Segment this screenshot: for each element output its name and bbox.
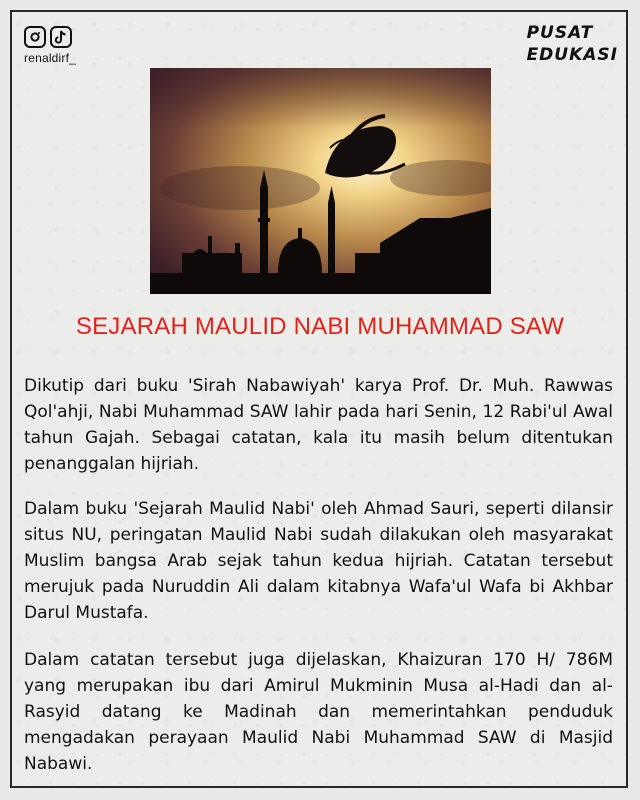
header-photo [150, 68, 491, 294]
social-handle[interactable]: renaldirf_ [24, 51, 77, 65]
paragraph-2: Dalam buku 'Sejarah Maulid Nabi' oleh Ahmad Sauri, seperti dilansir situs NU, peringatan Maulid Nabi sudah dilakukan oleh masyarakat Muslim bangsa Arab sejak tahun kedua hijriah. Catatan tersebut merujuk pada Nuruddin Ali dalam kitabnya Wafa'ul Wafa bi Akhbar Darul Mustafa. [24, 499, 613, 623]
social-block [24, 26, 76, 65]
brand-logo [527, 22, 618, 66]
paragraph-3: Dalam catatan tersebut juga dijelaskan, Khaizuran 170 H/ 786M yang merupakan ibu dari Amirul Mukminin Musa al-Hadi dan al-Rasyid datang ke Madinah dan memerintahkan penduduk mengadakan perayaan Maulid Nabi Muhammad SAW di Masjid Nabawi. [24, 650, 613, 774]
page-title: SEJARAH MAULID NABI MUHAMMAD SAW [75, 313, 565, 340]
paragraph-1: Dikutip dari buku 'Sirah Nabawiyah' karya Prof. Dr. Muh. Rawwas Qol'ahji, Nabi Muhammad SAW lahir pada hari Senin, 12 Rabi'ul Awal tahun Gajah. Sebagai catatan, kala itu masih belum ditentukan penanggalan hijriah. [24, 376, 613, 474]
instagram-icon[interactable] [24, 26, 46, 48]
tiktok-icon[interactable] [50, 26, 72, 48]
mosque-silhouette-image [150, 68, 491, 294]
brand-line-2: EDUKASI [526, 45, 618, 65]
brand-line-1: PUSAT [526, 23, 594, 43]
social-icons [24, 26, 76, 48]
